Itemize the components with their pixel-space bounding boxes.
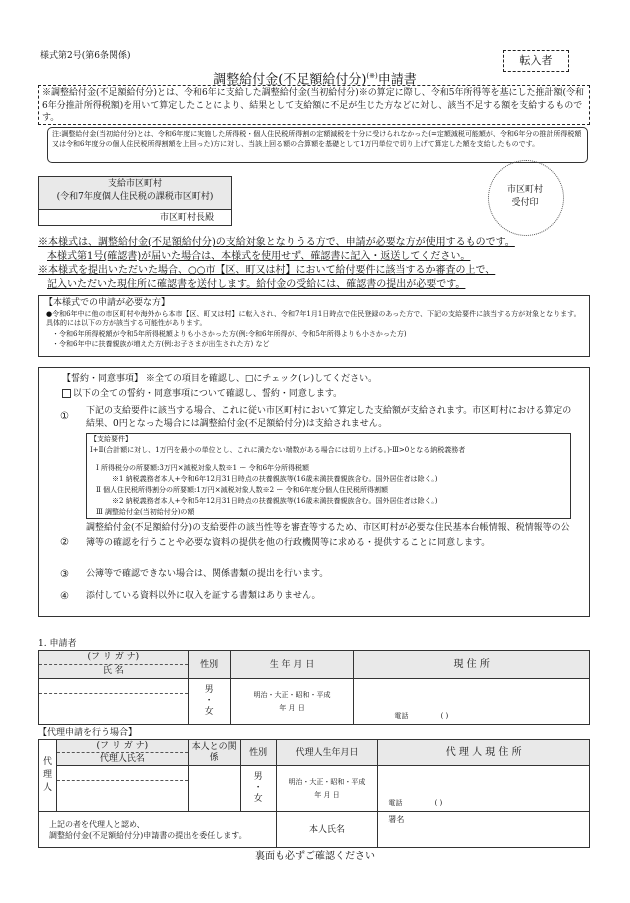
agent-ymd-label: 年 月 日	[314, 790, 340, 799]
intro-text: ※調整給付金(不足額給付分)とは、令和6年に支給した調整給付金(当初給付分)※の算定に際し、令和5年所得等を基にした推計額(令和6年分推計所得税額)を用いて算定したことにより、結果として支給額に不足が生じた方などに対し、該当不足する額を支給するものです。	[42, 88, 585, 123]
agent-table	[38, 739, 590, 848]
agree-all-checkbox[interactable]	[62, 389, 71, 398]
cases-line-3: ・令和6年中に扶養親族が増えた方(例:お子さまが出生された方) など	[52, 340, 270, 348]
cases-line-2: ・令和6年所得税額が令和5年所得税額よりも小さかった方(例:令和6年所得が、令和5年所得よりも小さかった方)	[52, 330, 407, 338]
agent-birth-cell[interactable]	[276, 766, 378, 812]
title-mark: (※)	[366, 72, 378, 80]
agent-address-cell[interactable]	[378, 766, 590, 812]
applicant-birth-header: 生 年 月 日	[230, 651, 354, 679]
notice-2: 本様式第1号(確認書)が届いた場合は、本様式を使用せず、確認書に記入・返送してください。	[47, 251, 471, 262]
footer-note: 裏面も必ずご確認ください	[255, 851, 375, 862]
mayor-salutation: 市区町村長殿	[160, 213, 215, 223]
applicant-birth-cell[interactable]	[230, 679, 354, 725]
item-2-text: 調整給付金(不足額給付分)の支給要件の該当性等を審査等するため、市区町村が必要な住民基本台帳情報、税情報等の公簿等の確認を行うことや必要な資料の提供を他の行政機関等に求める・提供することに同意します。	[86, 523, 570, 548]
applicant-furigana-label: (フ リ ガ ナ)	[39, 651, 188, 665]
agent-sex-header: 性別	[240, 740, 276, 766]
pledge-heading: 【誓約・同意事項】 ※全ての項目を確認し、□にチェック(レ)してください。	[62, 374, 378, 384]
agent-furigana-label: (フ リ ガ ナ)	[57, 740, 188, 753]
cases-line-1: ●令和6年中に他の市区町村や海外から本市【区、町又は村】に転入され、令和7年1月1日時点で住民登録のあった方で、下記の支給要件に該当する方が対象となります。具体的には以下の方が該当する可能性があります。	[46, 310, 581, 327]
notice-3: ※本様式を提出いただいた場合、○○市【区、町又は村】において給付要件に該当するか審査の上で、	[38, 265, 496, 276]
delegation-text: 上記の者を代理人と認め、 調整給付金(不足額給付分)申請書の提出を委任します。	[39, 812, 277, 848]
payee-label: 支給市区町村	[107, 179, 162, 189]
applicant-sex-options[interactable]: 男 ・ 女	[188, 679, 230, 725]
agent-tel-label: 電話	[388, 799, 403, 807]
agent-side-label: 代 理 人	[39, 740, 57, 812]
agent-name-label: 代理人氏名	[99, 754, 145, 764]
req-item-2: Ⅱ 個人住民税所得割分の所要額:1万円×減税対象人数※2 ー 令和6年度分個人住民税所得割額	[96, 486, 389, 494]
req-item-3: Ⅲ 調整給付金(当初給付分)の額	[96, 508, 195, 516]
req-item-1-note: ※1 納税義務者本人+令和6年12月31日時点の扶養親族等(16歳未満扶養親族含む。国外居住者は除く。)	[112, 475, 438, 483]
applicant-name-cell[interactable]	[39, 679, 189, 725]
applicant-section-title: 1. 申請者	[38, 639, 77, 649]
applicant-ymd-label: 年 月 日	[279, 703, 305, 712]
notice-1: ※本様式は、調整給付金(不足額給付分)の支給対象となりうる方で、申請が必要な方が使用するものです。	[38, 237, 515, 248]
agent-name-header	[56, 740, 188, 766]
item-3-number: ③	[60, 569, 69, 580]
applicant-furigana-input[interactable]	[39, 679, 188, 694]
agent-furigana-input[interactable]	[57, 766, 188, 781]
form-number: 様式第2号(第6条関係)	[40, 51, 131, 61]
notice-4: 記入いただいた現住所に確認書を送付します。給付金の受給には、確認書の提出が必要です。	[47, 279, 466, 290]
req-formula: Ⅰ+Ⅱ(合計額に対し、1万円を最小の単位とし、これに満たない端数がある場合には切り上げる。)-Ⅲ>0となる納税義務者	[90, 446, 466, 454]
agent-relation-header: 本人との関係	[188, 740, 240, 766]
note-text: 注:調整給付金(当初給付分)とは、令和6年度に実施した所得税・個人住民税所得割の定額減税を十分に受けられなかった(=定額減税可能額が、令和6年分の推計所得税額又は令和6年度分の個人住民税所得割額を上回った)方に対し、当該上回る額の合算額を基礎として1万円単位で切り上げて算定した額を支給したものです。	[52, 130, 582, 148]
agent-address-header: 代 理 人 現 住 所	[378, 740, 590, 766]
agent-birth-header: 代理人生年月日	[276, 740, 378, 766]
cases-heading: 【本様式での申請が必要な方】	[44, 298, 171, 308]
item-1-text: 下記の支給要件に該当する場合、これに従い市区町村において算定した支給額が支給されます。市区町村における算定の結果、0円となった場合には調整給付金(不足額給付分)は支給されません。	[86, 406, 572, 429]
stamp-label-2: 受付印	[511, 198, 539, 208]
req-item-2-note: ※2 納税義務者本人+令和5年12月31日時点の扶養親族等(16歳未満扶養親族含む。国外居住者は除く。)	[112, 497, 438, 505]
item-2-number: ②	[60, 537, 69, 548]
agent-relation-cell[interactable]	[188, 766, 240, 812]
applicant-address-cell[interactable]	[354, 679, 590, 725]
applicant-tel-paren: ( )	[440, 712, 449, 720]
item-4-text: 添付している資料以外に収入を証する書類はありません。	[86, 591, 321, 601]
applicant-era-options: 明治・大正・昭和・平成	[253, 690, 331, 699]
stamp-label-1: 市区町村	[506, 185, 543, 195]
pledge-check-all	[62, 388, 342, 400]
applicant-name-label: 氏 名	[102, 666, 124, 676]
signature-label: 署名	[388, 815, 405, 824]
item-4-number: ④	[60, 591, 69, 602]
req-heading: 【支給要件】	[90, 435, 132, 443]
title-main: 調整給付金(不足額給付分)	[213, 72, 367, 88]
applicant-address-header: 現 住 所	[354, 651, 590, 679]
applicant-tel-label: 電話	[394, 712, 409, 720]
pledge-check-all-label: 以下の全ての誓約・同意事項について確認し、誓約・同意します。	[73, 389, 343, 399]
applicant-sex-header: 性別	[188, 651, 230, 679]
req-item-1: Ⅰ 所得税分の所要額:3万円×減税対象人数※1 ー 令和6年分所得税額	[96, 464, 310, 472]
applicant-name-header	[39, 651, 189, 679]
applicant-table	[38, 650, 590, 725]
agent-tel-paren: ( )	[434, 799, 443, 807]
principal-name-label: 本人氏名	[276, 812, 378, 848]
agent-era-options: 明治・大正・昭和・平成	[288, 777, 366, 786]
item-3-text: 公簿等で確認できない場合は、関係書類の提出を行います。	[86, 569, 329, 579]
payee-sub-label: (令和7年度個人住民税の課税市区町村)	[56, 192, 214, 202]
agent-sex-options[interactable]: 男 ・ 女	[240, 766, 276, 812]
agent-section-title: 【代理申請を行う場合】	[38, 728, 138, 738]
agent-name-cell[interactable]	[56, 766, 188, 812]
transfer-badge: 転入者	[503, 50, 569, 72]
principal-signature-cell[interactable]	[378, 812, 590, 848]
item-1-number: ①	[60, 411, 69, 422]
title-suffix: 申請書	[377, 72, 417, 88]
